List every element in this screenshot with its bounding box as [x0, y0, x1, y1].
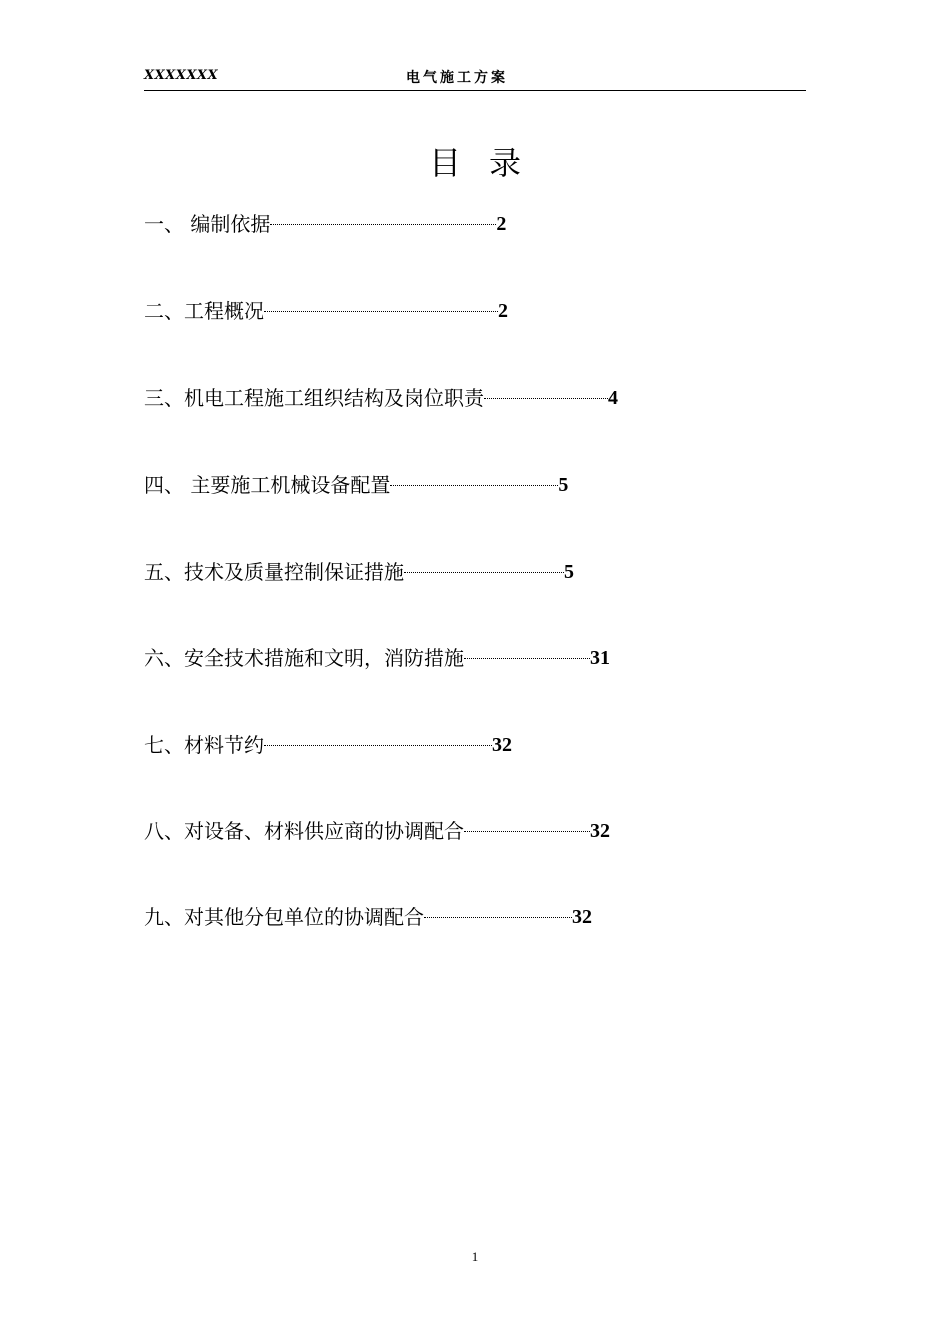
toc-item-page: 32	[572, 906, 592, 928]
toc-leader	[390, 484, 558, 486]
toc-item-label: 四、 主要施工机械设备配置	[144, 473, 391, 497]
toc-item[interactable]	[144, 556, 574, 584]
toc-item-page: 2	[498, 300, 508, 322]
toc-item-label: 五、技术及质量控制保证措施	[144, 560, 404, 584]
toc-leader	[464, 830, 590, 832]
toc-item[interactable]	[144, 295, 508, 323]
page-title: 目录	[428, 144, 549, 182]
toc-item-label: 六、安全技术措施和文明，消防措施	[144, 646, 464, 670]
toc-leader	[404, 571, 564, 573]
toc-item-label: 三、机电工程施工组织结构及岗位职责	[144, 386, 484, 410]
toc-item[interactable]	[144, 815, 610, 843]
toc-item-label: 七、材料节约	[144, 733, 264, 757]
toc-item-label: 八、对设备、材料供应商的协调配合	[144, 819, 464, 843]
toc-item[interactable]	[144, 208, 506, 236]
toc-item-page: 5	[558, 474, 569, 496]
toc-item-page: 2	[496, 213, 507, 235]
header-company-name: XXXXXXX	[144, 68, 219, 83]
toc-item[interactable]	[144, 901, 592, 929]
page-number: 1	[471, 1249, 479, 1264]
toc-item-page: 4	[608, 387, 618, 409]
toc-item-page: 32	[492, 734, 512, 756]
toc-leader	[270, 223, 496, 225]
page-header	[144, 66, 806, 91]
toc-item-label: 一、 编制依据	[144, 212, 271, 236]
toc-leader	[484, 397, 608, 399]
toc-leader	[424, 916, 572, 918]
toc-leader	[464, 657, 590, 659]
header-document-title: 电气施工方案	[406, 70, 508, 86]
toc-item[interactable]	[144, 469, 568, 497]
toc-item-label: 二、工程概况	[144, 299, 264, 323]
toc-item-page: 5	[564, 561, 574, 583]
toc-item[interactable]	[144, 642, 610, 670]
toc-item-label: 九、对其他分包单位的协调配合	[144, 905, 424, 929]
toc-item[interactable]	[144, 382, 618, 410]
toc-item[interactable]	[144, 729, 512, 757]
toc-item-page: 32	[590, 820, 610, 842]
toc-leader	[264, 744, 492, 746]
toc-item-page: 31	[590, 647, 610, 669]
toc-leader	[264, 310, 498, 312]
